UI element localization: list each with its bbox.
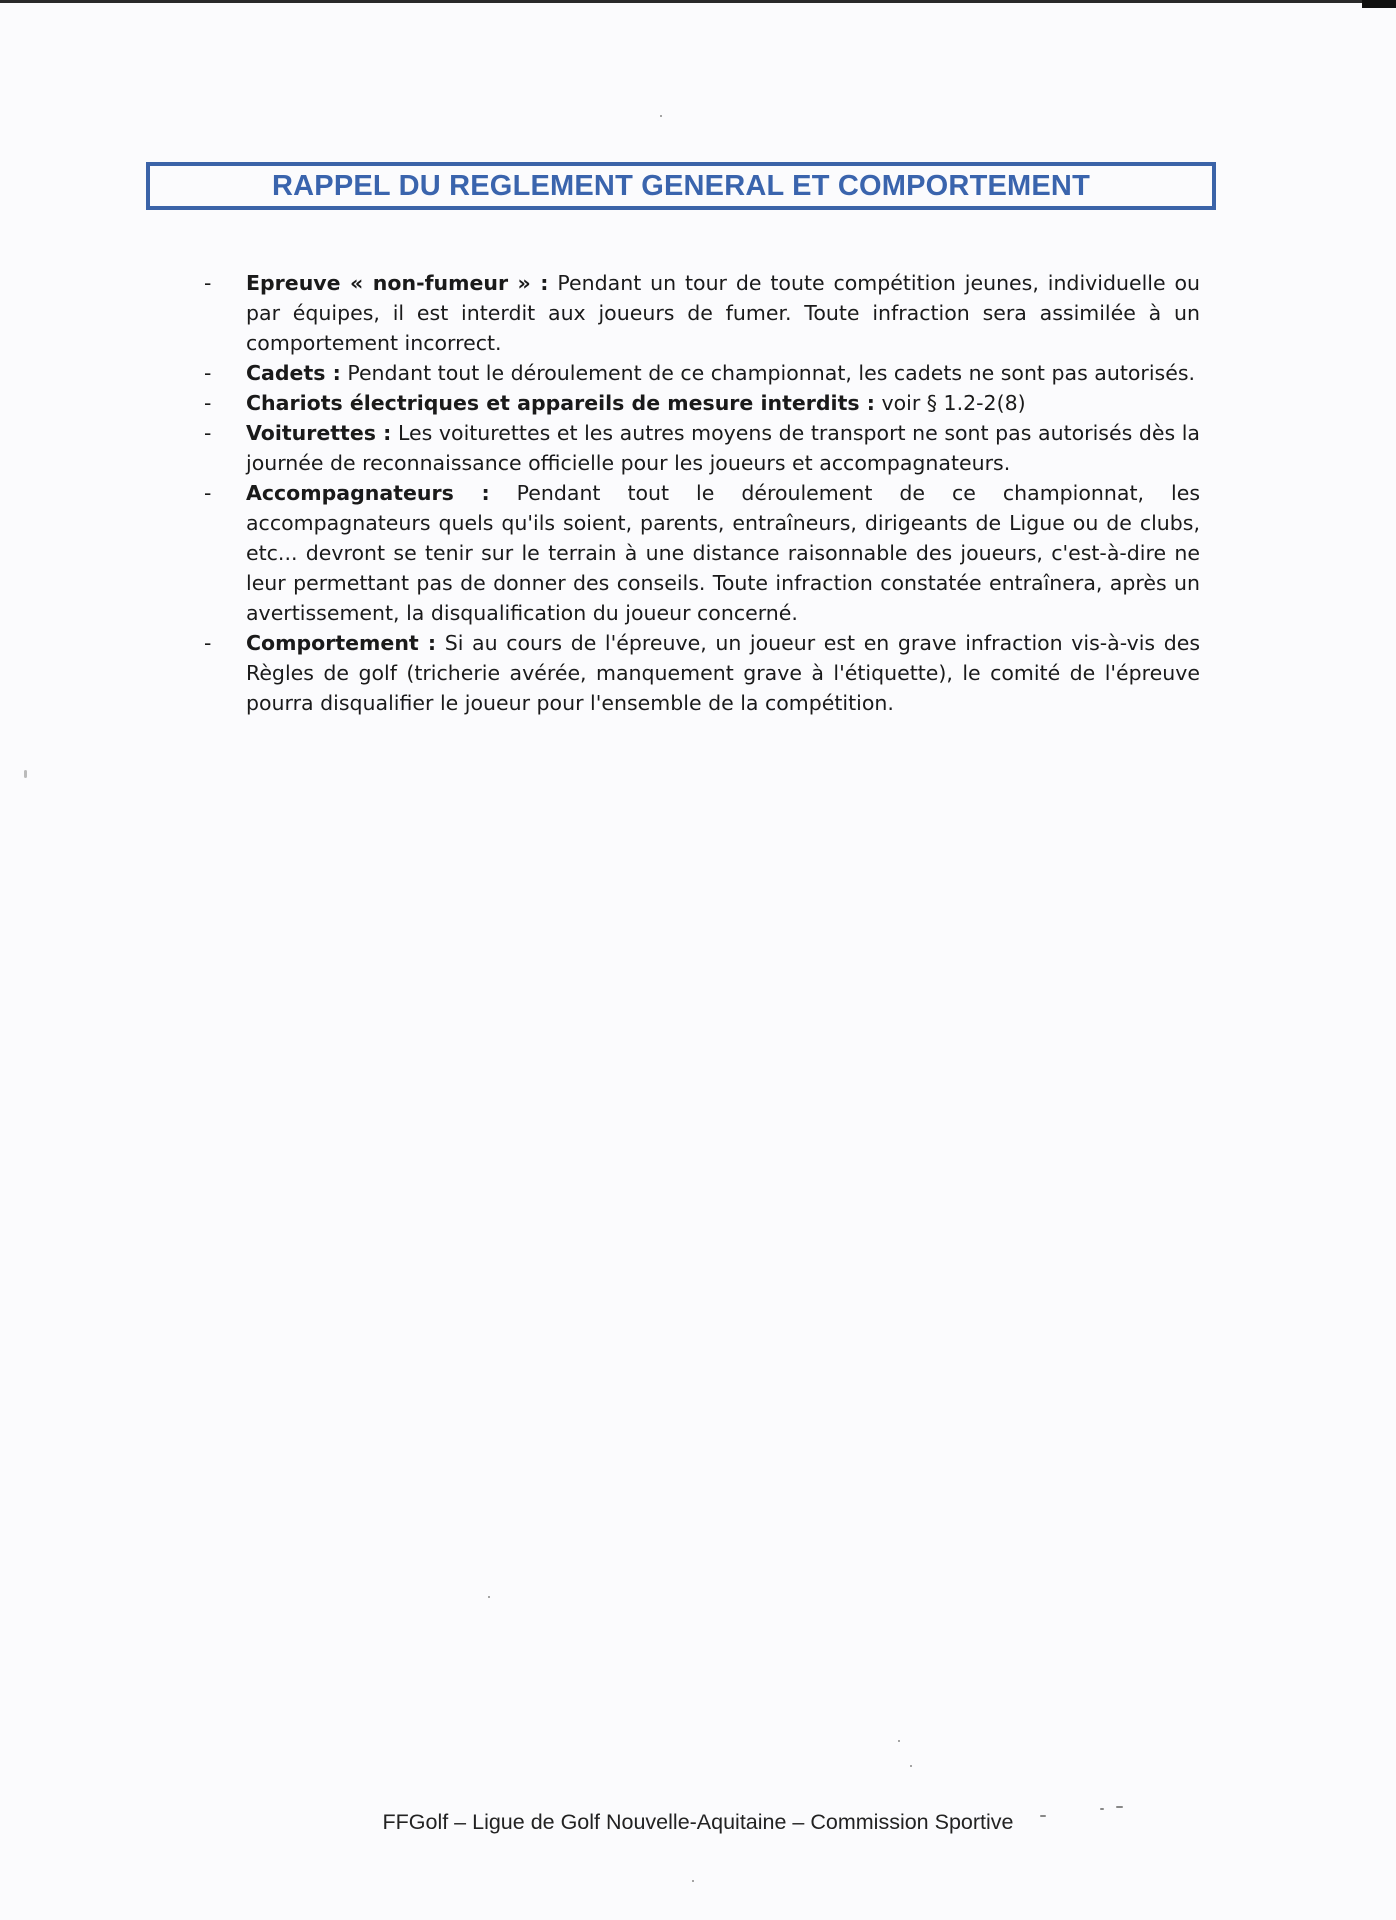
rule-bullet: - — [204, 391, 212, 415]
scan-speck — [692, 1880, 694, 1882]
rule-item-cadets — [204, 358, 1200, 388]
rule-title: Chariots électriques et appareils de mesure interdits : — [246, 391, 875, 415]
scan-speck — [660, 115, 662, 117]
rule-item-non-fumeur — [204, 268, 1200, 358]
rule-title: Comportement : — [246, 631, 437, 655]
scan-speck — [1100, 1808, 1104, 1810]
rule-title: Voiturettes : — [246, 421, 392, 445]
scan-speck — [24, 770, 27, 778]
rule-text: Les voiturettes et les autres moyens de transport ne sont pas autorisés dès la journée de reconnaissance officielle pour les joueurs et accompagnateurs. — [246, 421, 1200, 475]
rules-list — [204, 268, 1200, 718]
rule-bullet: - — [204, 421, 212, 445]
rule-title: Accompagnateurs : — [246, 481, 490, 505]
title-box — [146, 162, 1216, 210]
rule-item-accompagnateurs — [204, 478, 1200, 628]
rule-bullet: - — [204, 631, 212, 655]
page-footer: FFGolf – Ligue de Golf Nouvelle-Aquitaine – Commission Sportive — [382, 1810, 1014, 1834]
rule-text: Si au cours de l'épreuve, un joueur est en grave infraction vis-à-vis des Règles de golf (tricherie avérée, manquement grave à l'étiquette), le comité de l'épreuve pourra disqualifier le joueur pour l'ensemble de la compétition. — [246, 631, 1200, 715]
page-title: RAPPEL DU REGLEMENT GENERAL ET COMPORTEMENT — [272, 169, 1090, 202]
scan-speck — [1116, 1806, 1123, 1808]
rule-text: voir § 1.2-2(8) — [874, 391, 1026, 415]
scan-edge-corner — [1362, 0, 1396, 8]
rule-text: Pendant tout le déroulement de ce championnat, les cadets ne sont pas autorisés. — [340, 361, 1196, 385]
rule-title: Cadets : — [246, 361, 341, 385]
scan-speck — [910, 1765, 912, 1767]
rule-bullet: - — [204, 271, 212, 295]
rule-bullet: - — [204, 481, 212, 505]
rule-item-chariots — [204, 388, 1200, 418]
rule-text: Pendant tout le déroulement de ce championnat, les accompagnateurs quels qu'ils soient, parents, entraîneurs, dirigeants de Ligue ou de clubs, etc... devront se tenir sur le terrain à une distance raisonnable des joueurs, c'est-à-dire ne leur permettant pas de donner des conseils. Toute infraction constatée entraînera, après un avertissement, la disqualification du joueur concerné. — [246, 481, 1200, 625]
rule-text: Pendant un tour de toute compétition jeunes, individuelle ou par équipes, il est interdit aux joueurs de fumer. Toute infraction sera assimilée à un comportement incorrect. — [246, 271, 1201, 355]
scan-speck — [898, 1740, 900, 1742]
scan-speck — [1040, 1815, 1046, 1817]
scan-speck — [488, 1596, 490, 1598]
rule-item-comportement — [204, 628, 1200, 718]
rule-item-voiturettes — [204, 418, 1200, 478]
rule-title: Epreuve « non-fumeur » : — [246, 271, 549, 295]
rule-bullet: - — [204, 361, 212, 385]
scan-edge-top — [0, 0, 1396, 3]
